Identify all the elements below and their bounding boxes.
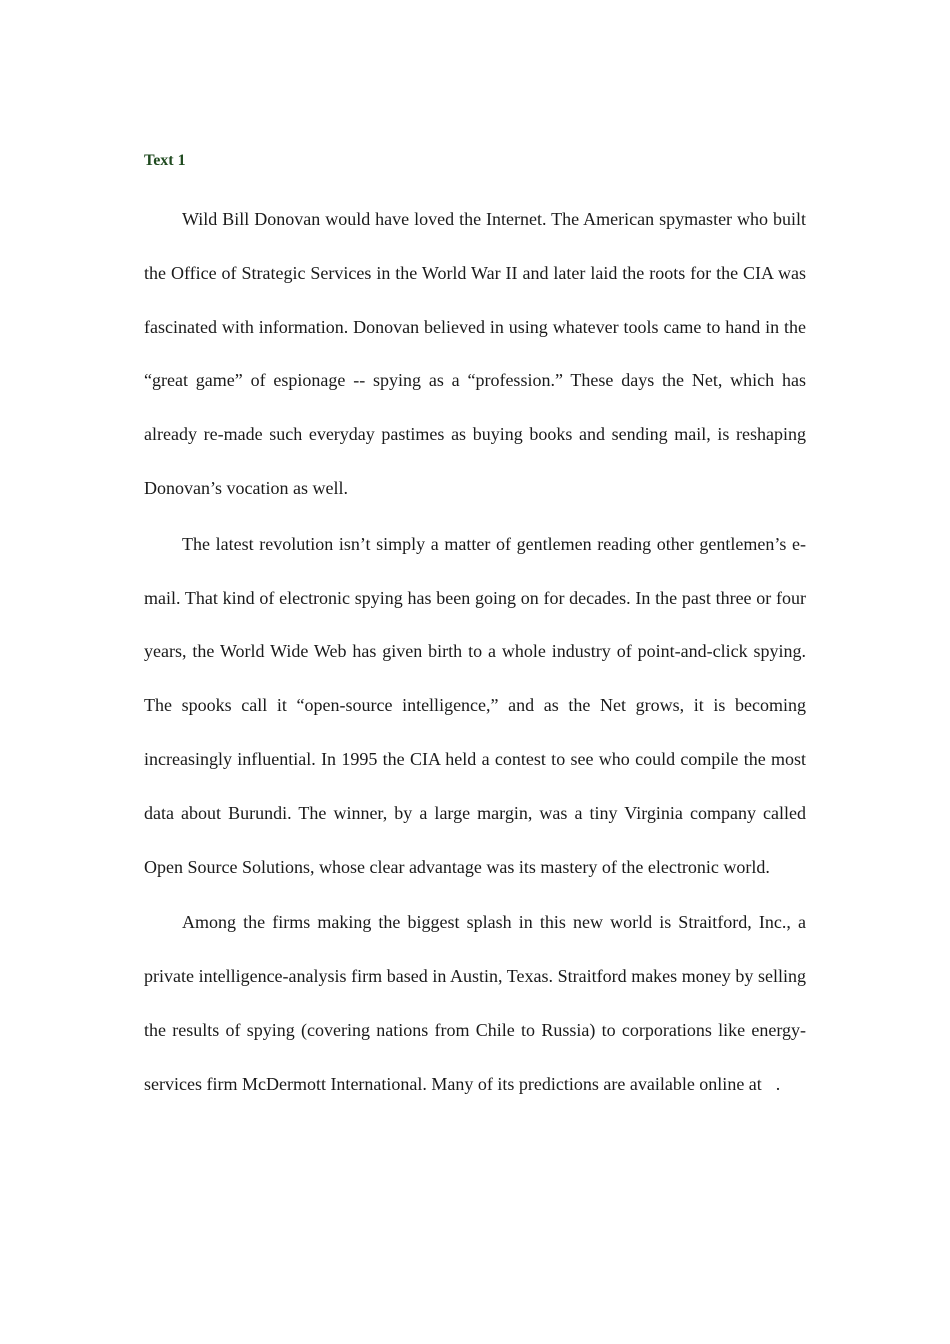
- paragraph-2: The latest revolution isn’t simply a matter of gentlemen reading other gentlemen’s e-mail. That kind of electronic spying has been going on for decades. In the past three or four years, the World Wide Web has given birth to a whole industry of point-and-click spying. The spooks call it “open-source intelligence,” and as the Net grows, it is becoming increasingly influential. In 1995 the CIA held a contest to see who could compile the most data about Burundi. The winner, by a large margin, was a tiny Virginia company called Open Source Solutions, whose clear advantage was its mastery of the electronic world.: [144, 533, 806, 877]
- paragraph-3-text: Among the firms making the biggest splash in this new world is Straitford, Inc., a private intelligence-analysis firm based in Austin, Texas. Straitford makes money by selling the results of spying (covering nations from Chile to Russia) to corporations like energy-services firm McDermott International. Many of its predictions are available online at: [144, 912, 806, 1094]
- paragraph-3: [144, 896, 806, 1111]
- paragraph-3-end: .: [775, 1073, 781, 1094]
- section-heading: Text 1: [144, 152, 186, 169]
- paragraph-1: Wild Bill Donovan would have loved the Internet. The American spymaster who built the Office of Strategic Services in the World War II and later laid the roots for the CIA was fascinated with information. Donovan believed in using whatever tools came to hand in the “great game” of espionage -- spying as a “profession.” These days the Net, which has already re-made such everyday pastimes as buying books and sending mail, is reshaping Donovan’s vocation as well.: [144, 209, 806, 498]
- document-page: [144, 150, 806, 1114]
